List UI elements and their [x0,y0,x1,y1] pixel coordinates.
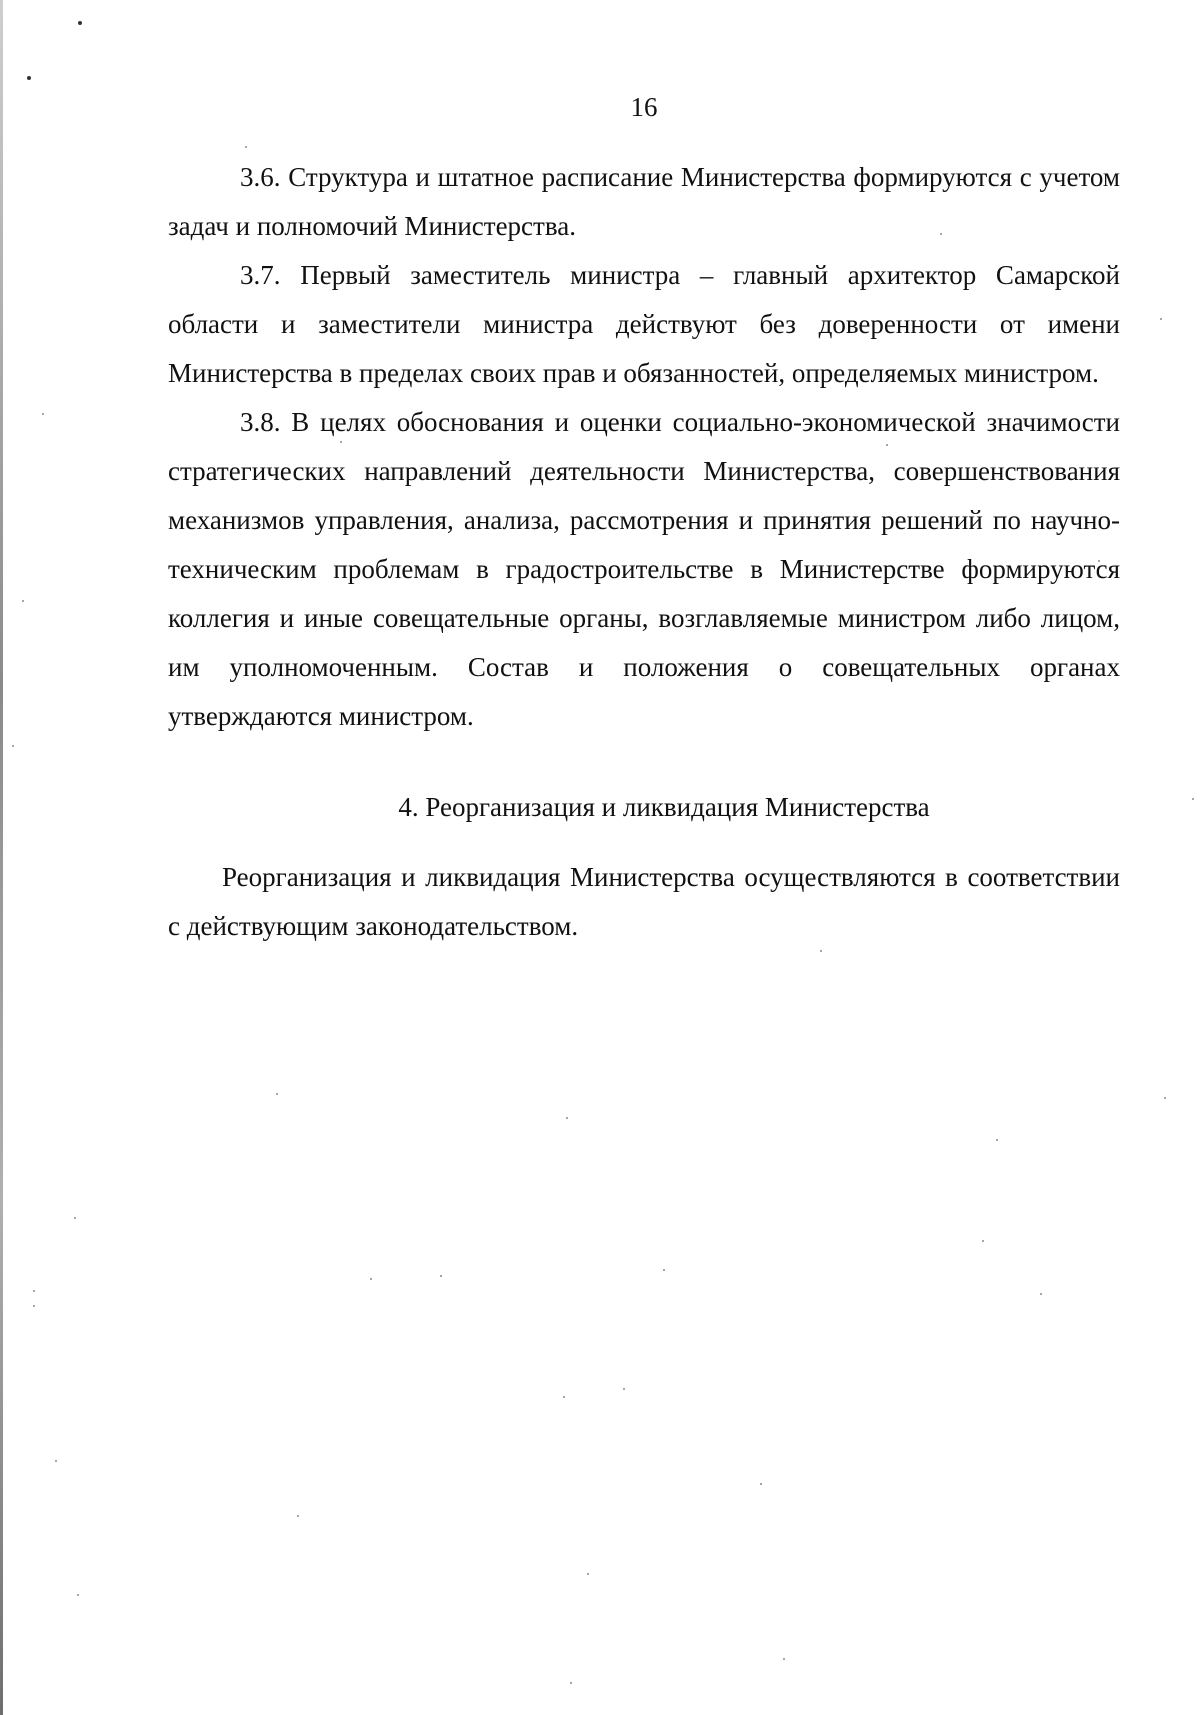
scan-speck [563,1396,565,1398]
scan-speck [996,1139,998,1141]
paragraph-3-8: 3.8. В целях обоснования и оценки социально-экономической значимости стратегических направлений деятельности Министерства, совершенствования механизмов управления, анализа, рассмотрения и принятия решений по научно-техническим проблемам в градостроительстве в Министерстве формируются коллегия и иные совещательные органы, возглавляемые министром либо лицом, им уполномоченным. Состав и положения о совещательных органах утверждаются министром. [168,407,1120,731]
section-4-heading: 4. Реорганизация и ликвидация Министерства [398,792,930,822]
scan-speck [33,1290,35,1292]
scan-speck [74,1217,76,1219]
paragraph-3-7: 3.7. Первый заместитель министра – главный архитектор Самарской области и заместители министра действуют без доверенности от имени Министерства в пределах своих прав и обязанностей, определяемых министром. [168,260,1120,388]
scan-speck [78,21,82,25]
scan-speck [276,1093,278,1095]
scan-speck [27,76,31,80]
scan-speck [77,1594,79,1596]
scan-speck [245,146,247,148]
scan-speck [1160,318,1162,320]
scan-speck [370,1278,372,1280]
document-body [168,153,1120,951]
scan-speck [42,413,44,415]
section-4-paragraph: Реорганизация и ликвидация Министерства осуществляются в соответствии с действующим законодательством. [168,862,1120,941]
scan-speck [566,1117,568,1119]
scan-speck [55,1460,57,1462]
scan-speck [623,1388,625,1390]
scan-speck [783,1658,785,1660]
page-number: 16 [630,92,658,122]
scan-speck [1192,798,1194,800]
scan-speck [570,1682,572,1684]
scan-speck [1164,1097,1166,1099]
scan-speck [587,1573,589,1575]
scan-speck [12,745,14,747]
scan-speck [33,1305,35,1307]
scan-speck [440,1275,442,1277]
scan-speck [663,1269,665,1271]
scan-speck [297,1515,299,1517]
scan-speck [760,1483,762,1485]
paragraph-3-6: 3.6. Структура и штатное расписание Министерства формируются с учетом задач и полномочий Министерства. [168,162,1120,241]
scan-speck [22,600,24,602]
scan-speck [1040,1293,1042,1295]
scan-speck [982,1240,984,1242]
scan-left-edge [0,0,3,1715]
